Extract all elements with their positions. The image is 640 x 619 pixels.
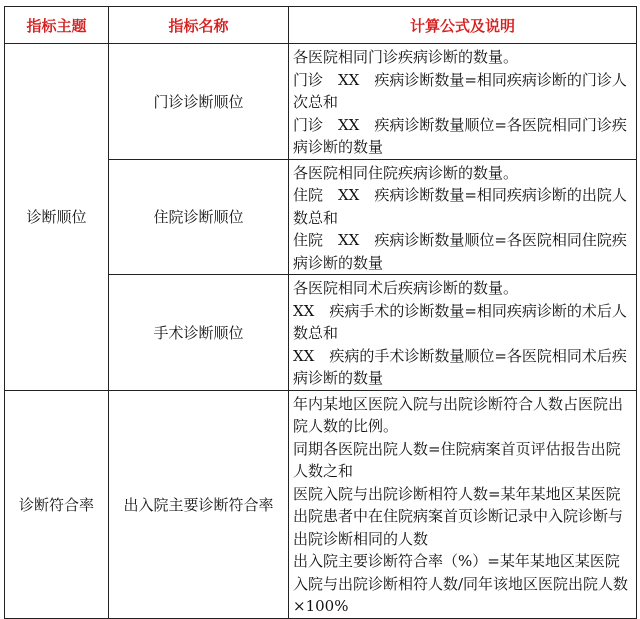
indicator-name: 门诊诊断顺位 <box>109 44 289 160</box>
header-row <box>5 7 637 44</box>
category-cell: 诊断顺位 <box>5 44 109 391</box>
formula-cell <box>289 275 637 391</box>
indicator-name: 住院诊断顺位 <box>109 159 289 275</box>
indicator-name: 出入院主要诊断符合率 <box>109 390 289 618</box>
formula-line: 各医院相同住院疾病诊断的数量。 <box>293 163 519 182</box>
formula-line: 门诊 XX 疾病诊断数量=相同疾病诊断的门诊人次总和 <box>293 70 627 111</box>
formula-line: 各医院相同术后疾病诊断的数量。 <box>293 279 519 297</box>
category-cell: 诊断符合率 <box>5 390 109 618</box>
formula-line: XX 疾病手术的诊断数量=相同疾病诊断的术后人数总和 <box>293 301 627 342</box>
formula-cell <box>289 159 637 275</box>
header-name: 指标名称 <box>109 7 289 44</box>
formula-line: 门诊 XX 疾病诊断数量顺位=各医院相同门诊疾病诊断的数量 <box>293 115 627 156</box>
header-formula: 计算公式及说明 <box>289 7 637 44</box>
indicator-name: 手术诊断顺位 <box>109 275 289 391</box>
formula-line: XX 疾病的手术诊断数量顺位=各医院相同术后疾病诊断的数量 <box>293 346 627 387</box>
indicator-table <box>4 6 637 619</box>
formula-line: 各医院相同门诊疾病诊断的数量。 <box>293 48 519 66</box>
formula-line: 住院 XX 疾病诊断数量=相同疾病诊断的出院人数总和 <box>293 186 627 227</box>
table-row <box>5 44 637 160</box>
formula-line: 出入院主要诊断符合率（%）=某年某地区某医院入院与出院诊断相符人数/同年该地区医院出院人数×100% <box>293 552 629 615</box>
formula-line: 同期各医院出院人数=住院病案首页评估报告出院人数之和 <box>293 439 621 480</box>
formula-line: 年内某地区医院入院与出院诊断符合人数占医院出院人数的比例。 <box>293 394 624 435</box>
table-row <box>5 390 637 618</box>
header-theme: 指标主题 <box>5 7 109 44</box>
formula-cell <box>289 390 637 618</box>
formula-line: 医院入院与出院诊断相符人数=某年某地区某医院出院患者中在住院病案首页诊断记录中入院诊断与出院诊断相同的人数 <box>293 484 624 548</box>
formula-cell <box>289 44 637 160</box>
formula-line: 住院 XX 疾病诊断数量顺位=各医院相同住院疾病诊断的数量 <box>293 231 627 272</box>
